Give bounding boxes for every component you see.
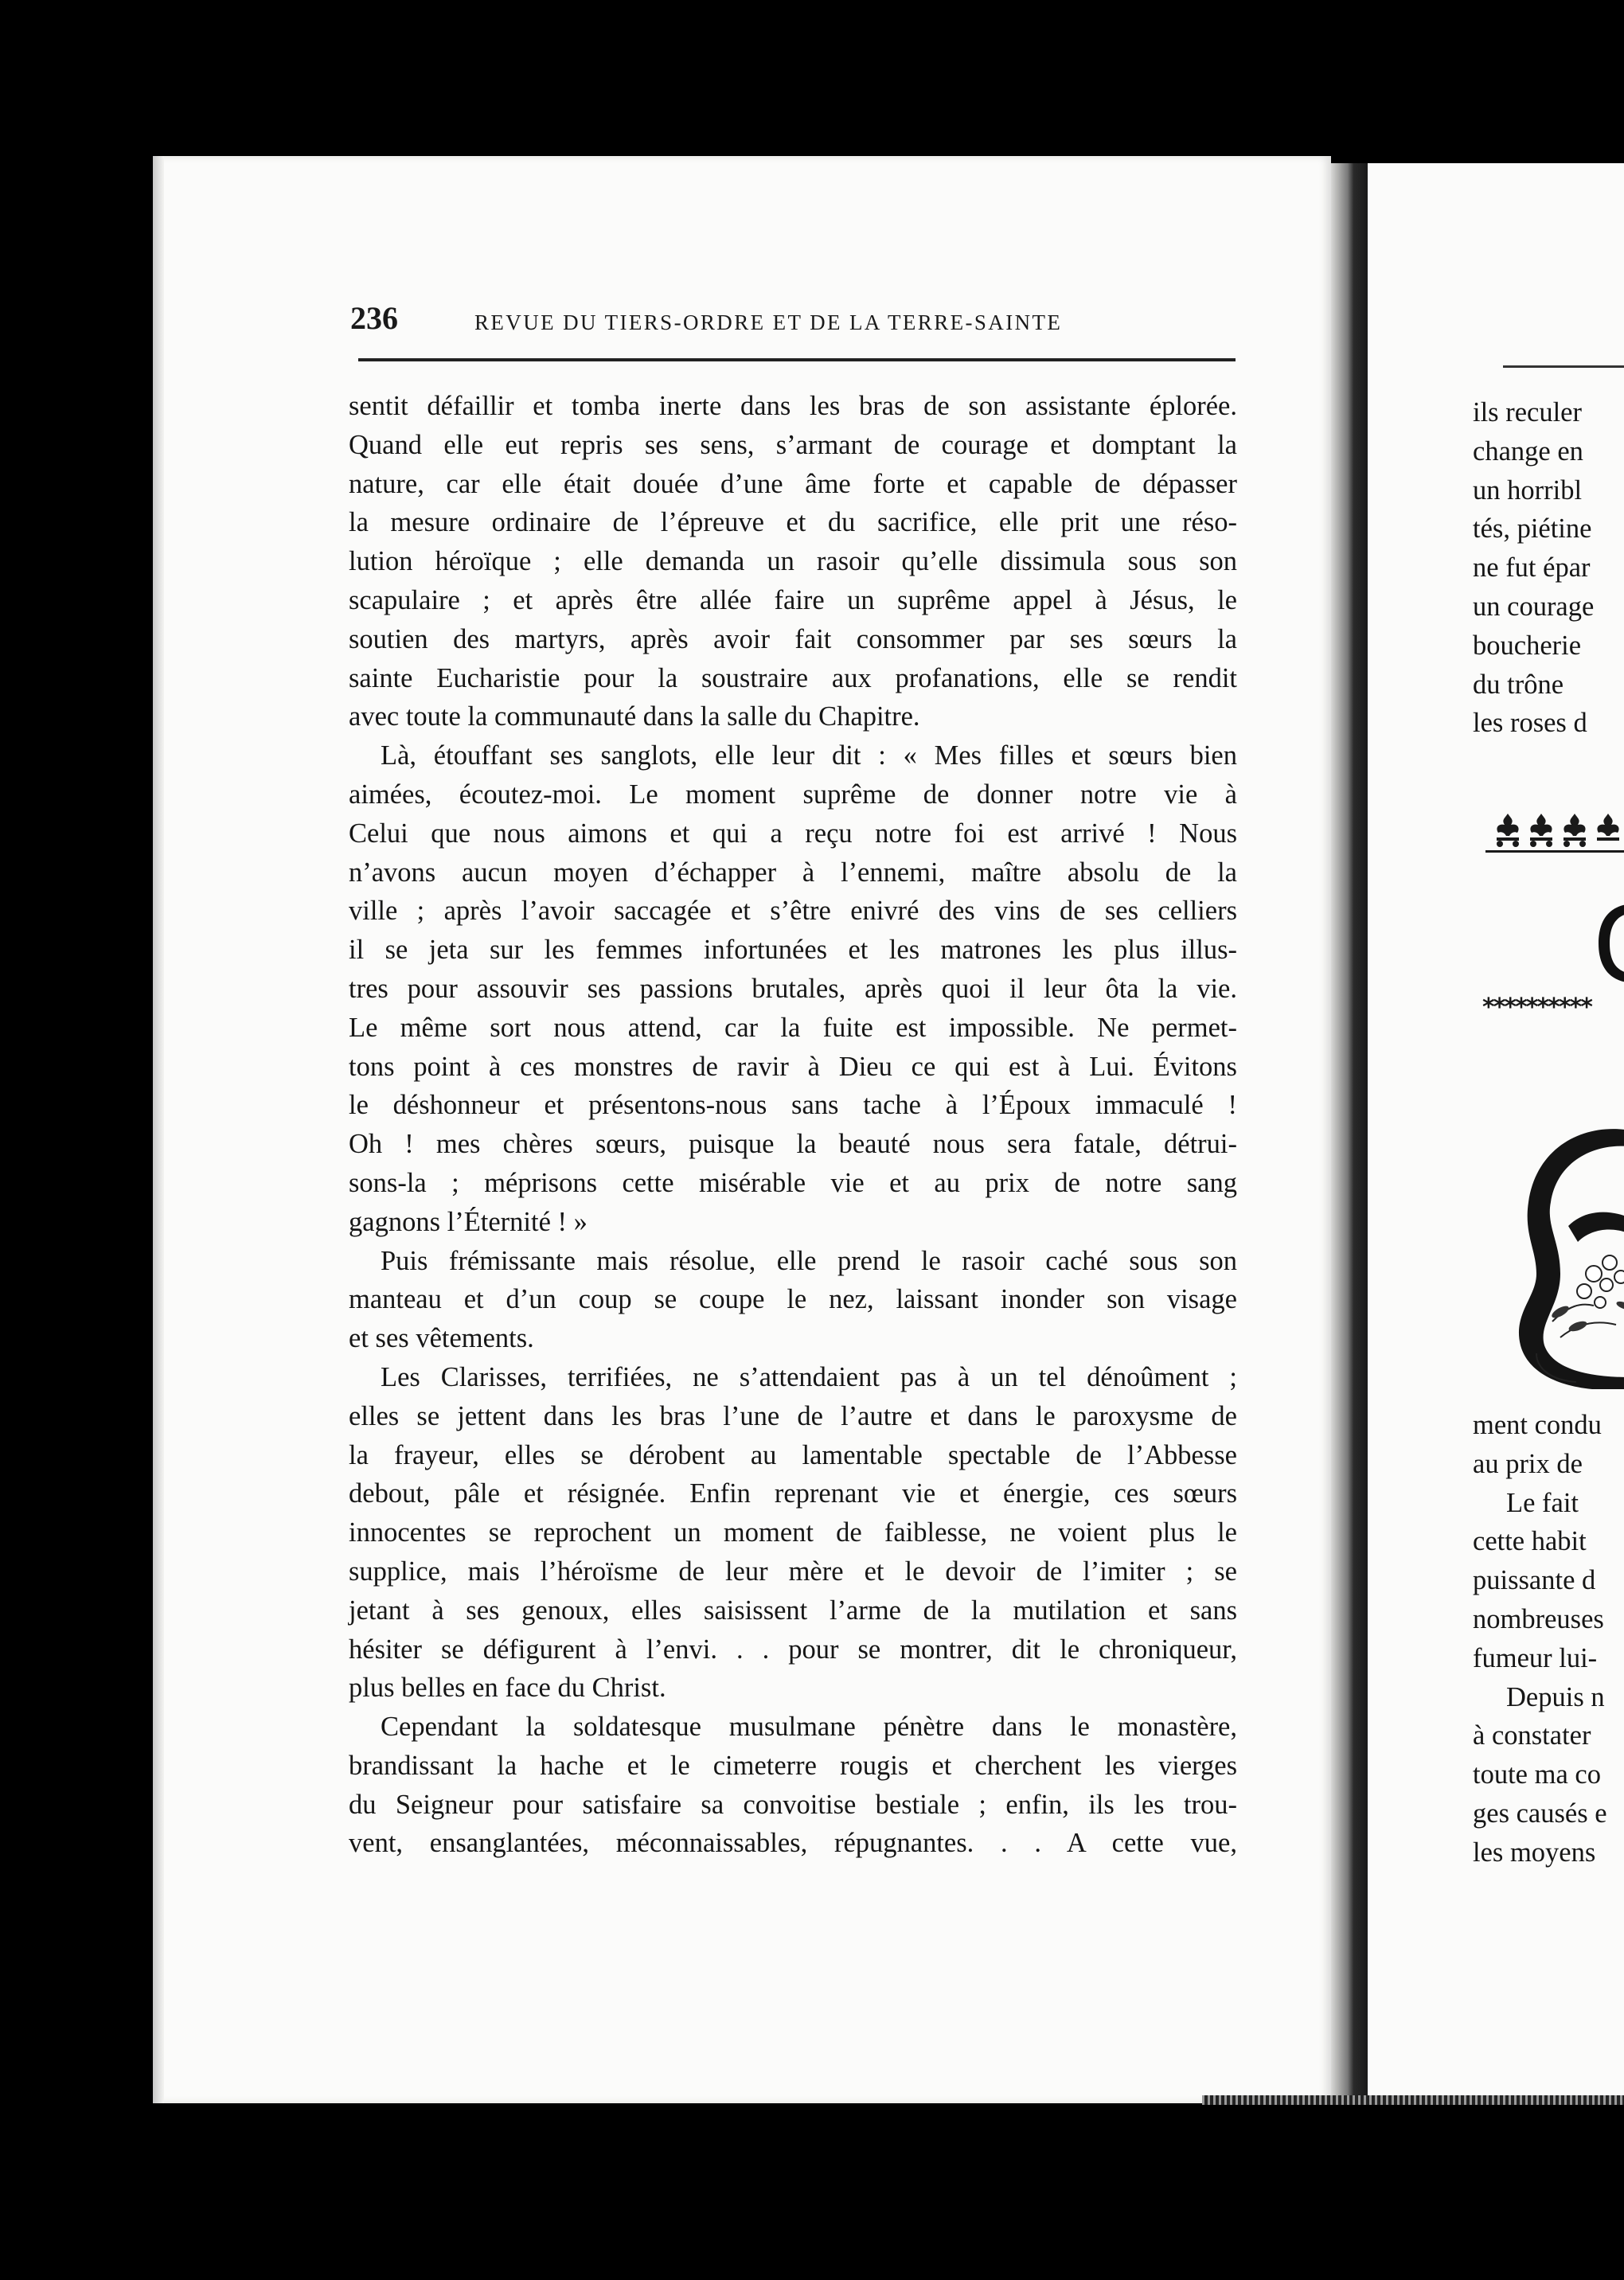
right-page-text-line: fumeur lui- bbox=[1473, 1642, 1598, 1673]
ornamental-initial-fragment bbox=[1595, 900, 1624, 987]
text-line: nature, car elle était douée d’une âme forte et capable de dépasser bbox=[349, 468, 1237, 499]
right-page-text-line: boucherie bbox=[1473, 630, 1582, 661]
right-page-text-bottom bbox=[1473, 1406, 1624, 1872]
text-line: plus belles en face du Christ. bbox=[349, 1673, 666, 1704]
text-line: jetant à ses genoux, elles saisissent l’arme de la mutilation et sans bbox=[349, 1595, 1237, 1626]
text-line: manteau et d’un coup se coupe le nez, laissant inonder son visage bbox=[349, 1284, 1237, 1315]
text-line: tons point à ces monstres de ravir à Dieu ce qui est à Lui. Évitons bbox=[349, 1051, 1237, 1082]
text-line: il se jeta sur les femmes infortunées et les matrones les plus illus- bbox=[349, 935, 1237, 966]
right-page-text-top bbox=[1473, 393, 1624, 743]
text-line: debout, pâle et résignée. Enfin reprenant vie et énergie, ces sœurs bbox=[349, 1478, 1237, 1509]
text-line: la frayeur, elles se dérobent au lamentable spectable de l’Abbesse bbox=[349, 1439, 1237, 1470]
text-line: Les Clarisses, terrifiées, ne s’attendaient pas à un tel dénoûment ; bbox=[381, 1361, 1237, 1392]
text-line: brandissant la hache et le cimeterre rougis et cherchent les vierges bbox=[349, 1750, 1237, 1781]
right-page-text-line: ges causés e bbox=[1473, 1798, 1607, 1829]
right-page-text-line: au prix de bbox=[1473, 1448, 1583, 1479]
right-page-text-line: change en bbox=[1473, 435, 1583, 467]
right-page-text-line: du trône bbox=[1473, 669, 1564, 700]
text-line: Là, étouffant ses sanglots, elle leur dit : « Mes filles et sœurs bien bbox=[381, 740, 1237, 771]
page-number: 236 bbox=[350, 300, 398, 336]
text-line: Celui que nous aimons et qui a reçu notre foi est arrivé ! Nous bbox=[349, 818, 1237, 849]
text-line: supplice, mais l’héroïsme de leur mère et le devoir de l’imiter ; se bbox=[349, 1556, 1237, 1587]
text-line: Quand elle eut repris ses sens, s’armant de courage et domptant la bbox=[349, 429, 1237, 460]
text-line: Le même sort nous attend, car la fuite est impossible. Ne permet- bbox=[349, 1012, 1237, 1043]
right-page-text-line: un horribl bbox=[1473, 474, 1583, 506]
fleuron-icon bbox=[1485, 809, 1624, 857]
text-line: du Seigneur pour satisfaire sa convoitise bestiale ; enfin, ils les trou- bbox=[349, 1789, 1237, 1820]
text-line: hésiter se défigurent à l’envi. . . pour se montrer, dit le chroniqueur, bbox=[349, 1634, 1237, 1665]
right-page-header-rule bbox=[1503, 365, 1624, 368]
header-rule bbox=[358, 358, 1236, 361]
text-line: sons-la ; méprisons cette misérable vie et au prix de notre sang bbox=[349, 1167, 1237, 1198]
scan-edge-marks bbox=[1202, 2095, 1624, 2105]
asterisk-ornament: ********** bbox=[1482, 994, 1591, 1021]
text-line: soutien des martyrs, après avoir fait consommer par ses sœurs la bbox=[349, 623, 1237, 654]
text-line: Puis frémissante mais résolue, elle prend le rasoir caché sous son bbox=[381, 1245, 1237, 1276]
right-page-text-line: les moyens bbox=[1473, 1837, 1596, 1868]
right-page-text-line: tés, piétine bbox=[1473, 513, 1592, 545]
text-line: le déshonneur et présentons-nous sans tache à l’Époux immaculé ! bbox=[349, 1090, 1237, 1121]
book-gutter bbox=[1331, 163, 1368, 2096]
body-text bbox=[349, 387, 1237, 1863]
text-line: gagnons l’Éternité ! » bbox=[349, 1206, 588, 1237]
text-line: la mesure ordinaire de l’épreuve et du sacrifice, elle prit une réso- bbox=[349, 507, 1237, 538]
right-page-text-line: les roses d bbox=[1473, 708, 1587, 739]
right-page-text-line: toute ma co bbox=[1473, 1759, 1601, 1790]
text-line: Oh ! mes chères sœurs, puisque la beauté nous sera fatale, détrui- bbox=[349, 1129, 1237, 1160]
text-line: sainte Eucharistie pour la soustraire aux profanations, elle se rendit bbox=[349, 662, 1237, 693]
text-line: avec toute la communauté dans la salle du Chapitre. bbox=[349, 701, 920, 732]
right-page-text-line: Le fait bbox=[1506, 1487, 1579, 1518]
right-page-text-line: puissante d bbox=[1473, 1565, 1596, 1596]
right-page-text-line: Depuis n bbox=[1506, 1681, 1605, 1712]
text-line: Cependant la soldatesque musulmane pénètre dans le monastère, bbox=[381, 1712, 1237, 1743]
text-line: vent, ensanglantées, méconnaissables, répugnantes. . . A cette vue, bbox=[349, 1828, 1237, 1859]
right-page-text-line: cette habit bbox=[1473, 1526, 1587, 1557]
text-line: ville ; après l’avoir saccagée et s’être enivré des vins de ses celliers bbox=[349, 896, 1237, 927]
right-page-text-line: ne fut épar bbox=[1473, 552, 1591, 584]
decorated-drop-cap bbox=[1505, 1115, 1624, 1401]
right-page-text-line: nombreuses bbox=[1473, 1603, 1604, 1634]
ornamental-c-icon bbox=[1595, 900, 1624, 987]
text-line: innocentes se reprochent un moment de faiblesse, ne voient plus le bbox=[349, 1517, 1237, 1548]
text-line: aimées, écoutez-moi. Le moment suprême de donner notre vie à bbox=[349, 779, 1237, 810]
text-line: lution héroïque ; elle demanda un rasoir qu’elle dissimula sous son bbox=[349, 546, 1237, 577]
fleuron-ornament-band bbox=[1485, 809, 1624, 857]
text-line: et ses vêtements. bbox=[349, 1323, 534, 1354]
text-line: scapulaire ; et après être allée faire un suprême appel à Jésus, le bbox=[349, 584, 1237, 615]
right-page-text-line: ment condu bbox=[1473, 1410, 1602, 1440]
text-line: tres pour assouvir ses passions brutales, après quoi il leur ôta la vie. bbox=[349, 973, 1237, 1004]
floral-drop-cap-icon bbox=[1505, 1115, 1624, 1401]
text-line: sentit défaillir et tomba inerte dans les bras de son assistante éplorée. bbox=[349, 391, 1237, 421]
right-page-text-line: à constater bbox=[1473, 1720, 1591, 1751]
text-line: elles se jettent dans les bras l’une de l’autre et dans le paroxysme de bbox=[349, 1400, 1237, 1431]
running-head: REVUE DU TIERS-ORDRE ET DE LA TERRE-SAINTE bbox=[474, 310, 1063, 334]
right-page-text-line: un courage bbox=[1473, 591, 1595, 622]
right-page-text-line: ils reculer bbox=[1473, 397, 1582, 428]
text-line: n’avons aucun moyen d’échapper à l’ennemi, maître absolu de la bbox=[349, 857, 1237, 888]
